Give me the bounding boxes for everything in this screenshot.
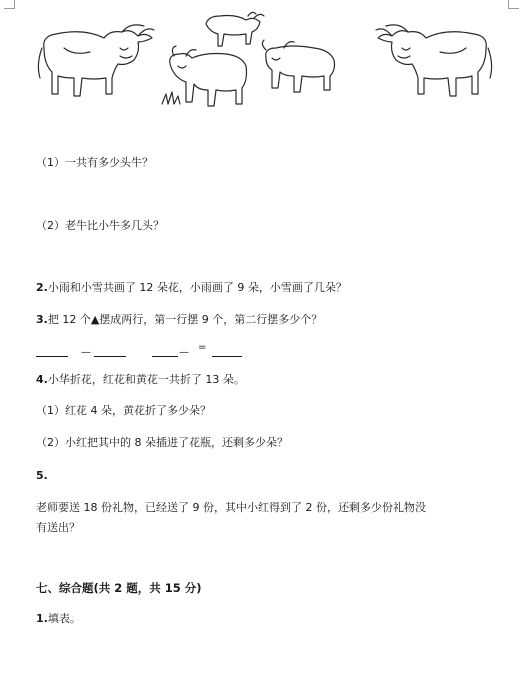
question-part: （2）小红把其中的 8 朵插进了花瓶，还剩多少朵？ bbox=[36, 436, 288, 449]
question-part: （1）红花 4 朵，黄花折了多少朵？ bbox=[36, 404, 211, 417]
question-text: 填表。 bbox=[47, 612, 81, 625]
grass-icon bbox=[162, 92, 180, 104]
answer-blank[interactable] bbox=[152, 356, 178, 357]
question-text: 把 12 个▲摆成两行，第一行摆 9 个，第二行摆多少个？ bbox=[47, 313, 323, 326]
question-text: 小雨和小雪共画了 12 朵花，小雨画了 9 朵，小雪画了几朵？ bbox=[47, 281, 347, 294]
question-number: 1. bbox=[36, 612, 48, 625]
question-number: 3. bbox=[36, 313, 48, 326]
question-1 bbox=[36, 611, 81, 627]
section-heading: 七、综合题(共 2 题，共 15 分) bbox=[36, 581, 202, 595]
question-part: （2）老牛比小牛多几头？ bbox=[36, 219, 164, 232]
answer-blank[interactable] bbox=[94, 356, 126, 357]
answer-blank[interactable] bbox=[36, 356, 68, 357]
question-3 bbox=[36, 312, 322, 328]
minus-sign: — bbox=[179, 347, 190, 358]
question-2 bbox=[36, 280, 347, 296]
question-number: 2. bbox=[36, 281, 48, 294]
ox-icon bbox=[38, 25, 154, 96]
page-corner-mark-right bbox=[508, 0, 519, 9]
calf-icon bbox=[170, 46, 247, 106]
answer-equation bbox=[36, 344, 266, 362]
minus-sign: — bbox=[81, 347, 92, 358]
cattle-illustration bbox=[34, 8, 496, 112]
equals-sign: = bbox=[198, 342, 208, 353]
page-corner-mark-left bbox=[4, 0, 15, 9]
question-number: 5. bbox=[36, 469, 48, 482]
question-text: 有送出？ bbox=[36, 521, 80, 534]
answer-blank[interactable] bbox=[212, 356, 242, 357]
ox-icon bbox=[376, 25, 492, 96]
calf-icon bbox=[206, 12, 264, 46]
question-number: 4. bbox=[36, 373, 48, 386]
question-text: 小华折花，红花和黄花一共折了 13 朵。 bbox=[47, 373, 245, 386]
question-part: （1）一共有多少头牛？ bbox=[36, 156, 153, 169]
calf-icon bbox=[262, 40, 334, 92]
question-text: 老师要送 18 份礼物，已经送了 9 份，其中小红得到了 2 份，还剩多少份礼物没 bbox=[36, 501, 426, 514]
question-4 bbox=[36, 372, 245, 388]
